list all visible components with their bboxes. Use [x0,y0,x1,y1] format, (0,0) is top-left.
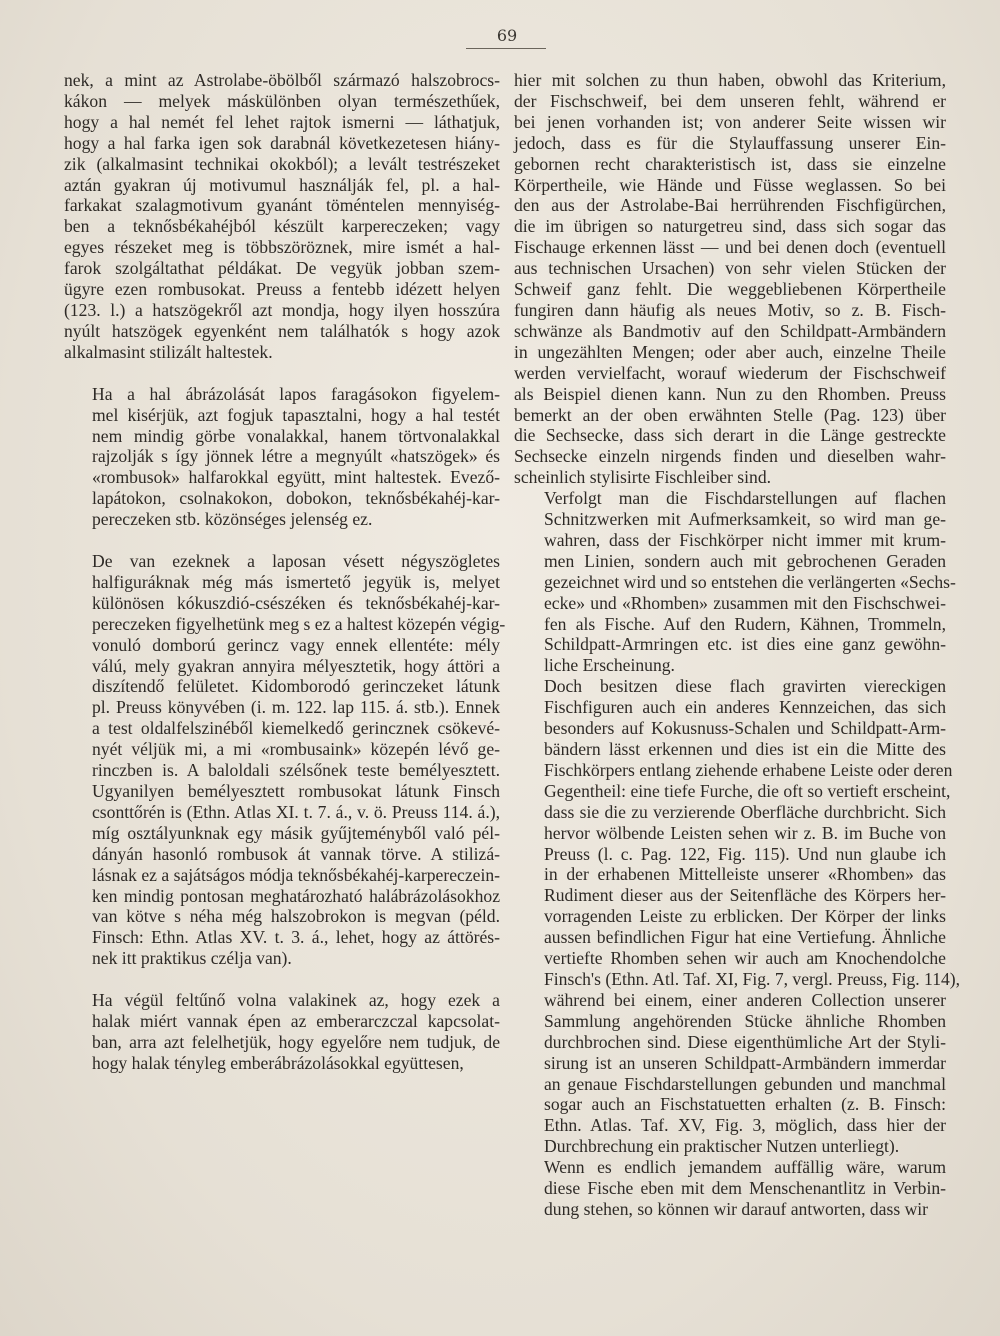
text-line: nek, a mint az Astrolabe-öbölből származó halszobrocs- [64,70,500,90]
text-line: sogar auch an Fischstatuetten erhalten (z. B. Finsch: [544,1094,946,1115]
text-line: nyúlt hatszögek egyenként nem találhatók s hogy azok [64,320,500,341]
text-line: pl. Preuss könyvében (i. m. 122. lap 115. á. stb.). Ennek [92,697,500,718]
text-line: Sammlung angehörenden Stücke ähnliche Rhomben [544,1010,946,1031]
text-line: a test oldalfelszinéből kiemelkedő gerincznek csökevé- [92,718,500,739]
text-line: zik (alkalmasint technikai okokból); a levált testrészeket [64,153,500,174]
text-line: Finsch's (Ethn. Atl. Taf. XI, Fig. 7, vergl. Preuss, Fig. 114), [544,968,961,989]
text-line: De van ezeknek a laposan vésett négyszögletes [92,551,500,572]
text-line: halak miért vannak épen az emberarczczal kapcsolat- [92,1011,500,1032]
text-line: men Linien, sondern auch mit gebrochenen Geraden [544,550,946,571]
text-line: Verfolgt man die Fischdarstellungen auf flachen [544,488,946,509]
text-line: pereczeken figyelhetünk meg s ez a haltest közepén végig- [92,613,506,634]
text-line: ken mindig pontosan meghatározható halábrázolásokhoz [92,885,500,906]
text-line: die Sechsecke, dass sich derart in die Länge gestreckte [514,425,946,446]
text-line: die im übrigen so naturgetreu sind, dass sich sogar das [514,216,946,237]
text-line: gezeichnet wird und so entstehen die verlängerten «Sechs- [544,571,956,592]
text-line: farkakat szalagmotivum gyanánt töméntelen mennyiség- [64,195,500,216]
text-line: hogy a hal nemét fel lehet rajtok ismerni — láthatjuk, [64,111,500,132]
text-line: Ethn. Atlas. Taf. XV, Fig. 3, möglich, dass hier der [544,1115,946,1136]
text-line: Rudiment dieser aus der Seitenfläche des Körpers her- [544,885,946,906]
paragraph [64,70,500,363]
text-line: Preuss (l. c. Pag. 122, Fig. 115). Und nun glaube ich [544,843,946,864]
text-line: fungiren dann häufig als neues Motiv, so z. B. Fisch- [514,299,946,320]
text-line: sirung ist an unseren Schildpatt-Armbändern immerdar [544,1052,946,1073]
text-line: werden vervielfacht, worauf wiederum der Fischschweif [514,362,946,383]
text-line: scheinlich stylisirte Fischleiber sind. [514,467,772,488]
text-line: durchbrochen sind. Diese eigenthümliche Art der Styli- [544,1031,946,1052]
text-line: bändern lässt erkennen und dies ist ein die Mitte des [544,739,946,759]
paragraph [514,1157,946,1220]
text-line: Fischkörpers entlang ziehende erhabene Leiste oder deren [544,759,953,780]
text-line: ügyre ezen rombusokat. Preuss a fentebb idézett helyen [64,279,500,300]
text-line: egyes részeket meg is többszöröznek, mire ismét a hal- [64,237,500,258]
text-line: farok szolgáltathat példákat. De vegyük jobban szem- [64,258,500,279]
text-line: Ha végül feltűnő volna valakinek az, hogy ezek a [92,990,500,1011]
text-line: pereczeken stb. közönséges jelenség ez. [92,509,373,530]
text-line: aussen befindlichen Figur hat eine Vertiefung. Ähnliche [544,927,946,948]
text-line: hogy a hal farka igen sok darabnál következetesen hiány- [64,132,500,153]
text-line: halfiguráknak még más ismertető jegyük is, melyet [92,571,500,592]
text-line: Finsch: Ethn. Atlas XV. t. 3. á., lehet, hogy az áttörés- [92,927,500,948]
text-line: der Fischschweif, bei dem unseren fehlt, während er [514,90,946,111]
text-line: Ugyanilyen bemélyesztett rombusokat látunk Finsch [92,781,500,801]
text-line: diszítendő felületet. Kidomborodó gerinczeket látunk [92,676,500,697]
text-line: lapátokon, csolnakokon, dobokon, teknősbékahéj-kar- [92,488,500,509]
text-line: als Beispiel dienen kann. Nun zu den Rhomben. Preuss [514,383,946,404]
text-line: Sechsecke einzeln nirgends finden und dieselben wahr- [514,446,946,467]
paragraph [514,488,956,676]
text-line: jedoch, dass es für die Stylauffassung unserer Ein- [514,132,946,153]
text-line: gebornen recht charakteristisch ist, dass sie einzelne [514,153,946,174]
text-line: nyét véljük mi, a mi «rombusaink» közepén lévő ge- [92,739,500,760]
text-line: ban, arra azt felelhetjük, hogy egyelőre nem tudjuk, de [92,1031,500,1052]
text-line: bemerkt an der oben erwähnten Stelle (Pag. 123) über [514,404,946,425]
right-column-german [514,70,961,1220]
text-line: besonders auf Kokusnuss-Schalen und Schildpatt-Arm- [544,718,946,739]
text-line: lásnak ez a sajátságos módja teknősbékahéj-karpereczein- [92,864,500,885]
page-number-rule [466,48,546,49]
text-line: mel kisérjük, azt fogjuk tapasztalni, hogy a hal testét [92,404,500,425]
text-line: Wenn es endlich jemandem auffällig wäre, warum [544,1157,946,1178]
text-line: kákon — melyek máskülönben olyan természethűek, [64,90,500,111]
text-line: ben a teknősbékahéjból készült karpereczeken; vagy [64,216,500,237]
text-line: dányán hasonló rombusok át vannak törve. A stilizá- [92,843,500,864]
text-line: Ha a hal ábrázolását lapos faragásokon figyelem- [92,383,500,404]
text-line: hier mit solchen zu thun haben, obwohl das Kriterium, [514,70,946,90]
text-line: Schweif ganz fehlt. Die weggebliebenen Körpertheile [514,279,946,300]
text-line: während bei einem, einer anderen Collection unserer [544,989,946,1010]
text-line: alkalmasint stilizált haltestek. [64,341,273,362]
page-number: 69 [496,26,518,45]
text-line: vonuló domború gerincz vagy ennek ellentéte: mély [92,634,500,655]
paragraph [64,384,500,530]
text-line: den aus der Astrolabe-Bai herrührenden Fischfigürchen, [514,195,946,216]
left-column-hungarian [64,70,506,1074]
text-line: dung stehen, so können wir darauf antworten, dass wir [544,1198,929,1219]
text-line: hogy halak tényleg emberábrázolásokkal együttesen, [92,1052,464,1073]
text-line: Schnitzwerken mit Aufmerksamkeit, so wird man ge- [544,509,946,530]
text-line: schwänze als Bandmotiv auf den Schildpatt-Armbändern [514,320,946,341]
text-line: fen als Fische. Auf den Rudern, Kähnen, Trommeln, [544,613,946,634]
text-line: míg osztályunknak egy másik gyűjteményből való pél- [92,822,500,843]
text-line: Durchbrechung ein praktischer Nutzen unterliegt). [544,1136,900,1157]
text-line: rinczben is. A baloldali szélsőnek teste bemélyesztett. [92,760,500,781]
text-line: wahren, dass der Fischkörper nicht immer mit krum- [544,529,946,550]
text-line: Doch besitzen diese flach gravirten viereckigen [544,676,946,697]
paragraph [64,551,506,969]
paragraph [514,676,961,1157]
text-line: an genaue Fischdarstellungen gebunden und manchmal [544,1073,946,1094]
text-line: dass sie die zu verzierende Oberfläche durchbricht. Sich [544,801,946,822]
text-line: in ungezählten Mengen; oder aber auch, einzelne Theile [514,341,946,362]
text-line: van kötve s néha még halszobrokon is megvan (péld. [92,906,500,927]
text-line: különösen kókuszdió-csészéken és teknősbékahéj-kar- [92,592,500,613]
text-line: aus technischen Ursachen) von sehr vielen Stücken der [514,258,946,279]
text-line: nem mindig görbe vonalakkal, hanem törtvonalakkal [92,425,500,446]
text-line: bei jenen vorhanden ist; von anderer Seite wissen wir [514,111,946,132]
text-line: nek itt praktikus czélja van). [92,948,292,969]
text-line: diese Fische eben mit dem Menschenantlitz in Verbin- [544,1178,946,1199]
text-line: válú, mely gyakran annyira mélyesztetik, hogy áttöri a [92,655,500,676]
text-line: Fischauge erkennen lässt — und bei denen doch (eventuell [514,237,946,258]
text-line: hervor wölbende Leisten sehen wir z. B. im Buche von [544,822,946,843]
text-line: in der erhabenen Mittelleiste unserer «Rhomben» das [544,864,946,885]
text-line: vorragenden Leiste zu erblicken. Der Körper der links [544,906,946,927]
paragraph [64,990,500,1074]
text-line: «rombusok» halfarokkal együtt, mint haltestek. Evező- [92,467,500,488]
text-line: (123. l.) a hatszögekről azt mondja, hogy ilyen hosszúra [64,299,500,320]
text-line: Körpertheile, wie Hände und Füsse weglassen. So bei [514,174,946,195]
text-line: ecke» und «Rhomben» zusammen mit den Fischschwei- [544,592,946,613]
paragraph [514,70,946,488]
text-line: vertiefte Rhomben sehen wir auch am Knochendolche [544,948,946,969]
text-line: liche Erscheinung. [544,655,675,676]
text-line: csonttőrén is (Ethn. Atlas XI. t. 7. á., v. ö. Preuss 114. á.), [92,801,500,822]
text-line: Schildpatt-Armringen etc. ist dies eine ganz gewöhn- [544,634,946,655]
text-line: aztán gyakran új motivumul használják fel, pl. a hal- [64,174,500,195]
text-line: rajzolják s így jönnek létre a megnyúlt «hatszögek» és [92,446,500,467]
text-line: Gegentheil: eine tiefe Furche, die oft so vertieft erscheint, [544,780,951,801]
text-line: Fischfiguren auch ein anderes Kennzeichen, das sich [544,697,946,718]
